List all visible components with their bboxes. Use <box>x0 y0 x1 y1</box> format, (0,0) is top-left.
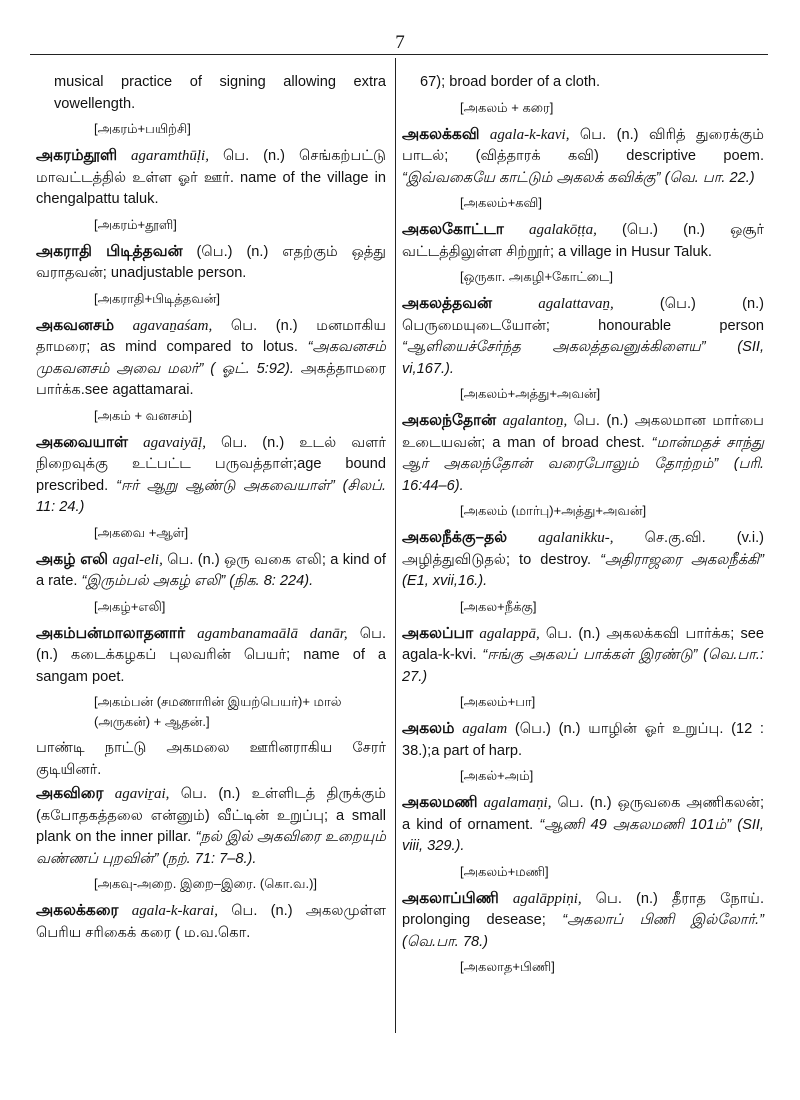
dictionary-entry <box>36 145 386 211</box>
right-column <box>402 72 764 983</box>
citation-quote: “இரும்பல் அகழ் எலி” (நிக. 8: 224). <box>81 573 314 589</box>
headword: அகவிரை <box>36 785 104 802</box>
transliteration: agavaiyāḷ, <box>143 434 206 451</box>
dictionary-entry <box>402 888 764 954</box>
etymology: [அகரம்+பயிற்சி] <box>94 121 191 136</box>
citation-quote: “அகவனசம் முகவனசம் அவை மலர்” ( ஓட். 5:92). <box>36 339 386 377</box>
dictionary-entry <box>402 623 764 689</box>
transliteration: agaramthūḷi, <box>131 148 209 164</box>
dictionary-entry <box>36 783 386 870</box>
etymology: [அகராதி+பிடித்தவன்] <box>94 290 220 306</box>
transliteration: agalāppiṇi, <box>512 890 582 907</box>
dictionary-entry <box>36 241 386 285</box>
transliteration: agalappā, <box>479 625 540 642</box>
part-of-speech: பெ. (n.) <box>230 317 298 334</box>
dictionary-entry <box>402 792 764 858</box>
transliteration: agala-k-kavi, <box>489 126 570 143</box>
definition: அகலமான மார்பை உடையவன்; a man of broad chest. <box>402 413 764 451</box>
definition: அழித்துவிடுதல்; to destroy. <box>402 551 592 568</box>
transliteration: agambanamaālā danār, <box>197 625 348 642</box>
etymology: [அகல+நீக்கு] <box>460 598 537 614</box>
headword: அகம்பன்மாலாதனார் <box>36 624 186 642</box>
etymology: [அகம் + வனசம்] <box>94 407 192 423</box>
dictionary-entry <box>36 432 386 519</box>
dictionary-entry <box>402 718 764 762</box>
headword: அகலக்கரை <box>36 902 119 919</box>
etymology: [அகல்+அம்] <box>460 768 534 783</box>
dictionary-entry <box>402 219 764 263</box>
definition: பெருமையுடையோன்; honourable person <box>402 317 764 334</box>
part-of-speech: பெ. (n.) <box>180 786 241 802</box>
dictionary-entry <box>402 410 764 497</box>
transliteration: agalamaṇi, <box>483 795 552 811</box>
transliteration: agalantoṉ, <box>502 413 568 429</box>
transliteration: agala-k-karai, <box>131 903 218 919</box>
part-of-speech: பெ. (n.) <box>167 551 220 568</box>
headword: அகலநீக்கு–தல் <box>402 529 508 546</box>
dictionary-entry <box>402 293 764 380</box>
headword: அகலக்கவி <box>402 125 480 143</box>
part-of-speech: பெ. (n.) <box>573 413 629 429</box>
header-rule <box>30 54 768 55</box>
dictionary-entry <box>402 527 764 593</box>
headword: அகலத்தவன் <box>402 295 493 312</box>
definition: மனமாகிய தாமரை; as mind compared to lotus. <box>36 317 386 355</box>
transliteration: agaviṟai, <box>114 786 170 802</box>
part-of-speech: பெ. (n.) <box>545 625 601 642</box>
headword: அகலகோட்டா <box>402 221 504 238</box>
definition: அகலமுள்ள பெரிய சரிகைக் கரை ( ம.வ.கொ. <box>36 903 386 941</box>
part-of-speech: (பெ.) (n.) <box>622 222 706 238</box>
definition: யாழின் ஓர் உறுப்பு. (12 : 38.);a part of harp. <box>402 721 764 759</box>
part-of-speech: செ.கு.வி. (v.i.) <box>644 530 764 546</box>
definition: விரித் துரைக்கும் பாடல்; (வித்தாரக் கவி) descriptive poem. <box>402 126 764 164</box>
continued-text: musical practice of signing allowing extra vowellength. <box>54 74 386 112</box>
etymology: [அகம்பன் (சமணாரின் இயற்பெயர்)+ மால் (அருகன்) + ஆதன்.] <box>94 694 342 729</box>
definition: உள்ளிடத் திருக்கும் (கபோதகத்தலை என்னும்) வீட்டின் உறுப்பு; a small plank on the inner pillar. <box>36 786 387 845</box>
headword: அகலமணி <box>402 794 478 811</box>
etymology: [அகலாத+பிணி] <box>460 959 555 974</box>
etymology: [ஒருகா. அகழி+கோட்டை] <box>460 269 613 284</box>
citation-quote: “ஈர் ஆறு ஆண்டு அகவையாள்” (சிலப். 11: 24.) <box>36 477 386 515</box>
definition: அகலக்கவி பார்க்க; see agala-k-kvi. <box>402 625 764 663</box>
citation-quote: “அகலாப் பிணி இல்லோர்.” (வெ.பா. 78.) <box>402 912 764 950</box>
citation-quote: “அதிராஜரை அகலநீக்கி” (E1, xvii,16.). <box>402 551 764 589</box>
part-of-speech: (பெ.) (n.) <box>514 721 581 737</box>
transliteration: agavaṉaśam, <box>132 317 213 334</box>
definition: ஒசூர் வட்டத்திலுள்ள சிற்றூர்; a village in Husur Taluk. <box>402 222 764 260</box>
headword: அகழ் எலி <box>36 550 109 568</box>
definition: ஒருவகை அணிகலன்; a kind of ornament. <box>402 795 765 833</box>
definition: தீராத நோய். prolonging desease; <box>402 890 765 928</box>
definition: செங்கற்பட்டு மாவட்டத்தில் உள்ள ஓர் ஊர். name of the village in chengalpattu taluk. <box>36 148 386 207</box>
part-of-speech: (பெ.) (n.) <box>196 243 269 260</box>
citation-quote: “ஆணி 49 அகலமணி 101ம்” (SII, viii, 329.). <box>402 816 764 854</box>
headword: அகவையாள் <box>36 433 129 451</box>
citation-quote: “ஆளியைச்சேர்ந்த அகலத்தவனுக்கிளைய” (SII, vi,167.). <box>402 339 764 377</box>
definition: எதற்கும் ஒத்து வராதவன்; unadjustable person. <box>36 243 386 281</box>
headword: அகலப்பா <box>402 624 474 642</box>
etymology: [அகழ்+எலி] <box>94 598 166 614</box>
part-of-speech: பெ. (n.) <box>595 890 658 907</box>
part-of-speech: பெ. (n.) <box>36 625 387 663</box>
transliteration: agal-eli, <box>112 551 163 568</box>
definition: கடைக்கழகப் புலவரின் பெயர்; name of a sangam poet. <box>36 647 386 685</box>
transliteration: agalanikku-, <box>538 530 614 546</box>
part-of-speech: பெ. (n.) <box>231 903 293 919</box>
etymology: [அகலம் + கரை] <box>460 99 554 115</box>
dictionary-entry <box>36 549 386 593</box>
citation-quote: “நல் இல் அகவிரை உறையும் வண்ணப் புறவின்” (நற். 71: 7–8.). <box>36 829 386 867</box>
etymology: [அகலம்+மணி] <box>460 863 549 879</box>
etymology: [அகலம்+அத்து+அவன்] <box>460 386 601 401</box>
note-text: பாண்டி நாட்டு அகமலை ஊரினராகிய சேரர் குடியினர். <box>36 740 386 778</box>
continued-text: 67); broad border of a cloth. <box>420 74 601 90</box>
part-of-speech: பெ. (n.) <box>579 126 639 143</box>
part-of-speech: (பெ.) (n.) <box>659 296 764 312</box>
part-of-speech: பெ. (n.) <box>557 795 612 811</box>
part-of-speech: பெ. (n.) <box>222 148 286 164</box>
citation-quote: “ஈங்கு அகலப் பாக்கள் இரண்டு” (வெ.பா.: 27.) <box>402 647 764 685</box>
headword: அகலந்தோன் <box>402 412 497 429</box>
page-number: 7 <box>395 32 405 53</box>
citation-quote: “இவ்வகையே காட்டும் அகலக் கவிக்கு” (வெ. பா. 22.) <box>402 169 755 186</box>
transliteration: agalattavaṉ, <box>538 296 614 312</box>
etymology: [அகரம்+தூளி] <box>94 216 177 232</box>
dictionary-entry <box>402 124 764 190</box>
transliteration: agalam <box>462 721 508 737</box>
cross-reference: அகத்தாமரை பார்க்க.see agattamarai. <box>36 360 386 398</box>
part-of-speech: பெ. (n.) <box>221 434 285 451</box>
dictionary-entry <box>36 315 386 402</box>
etymology: [அகலம்+கவி] <box>460 195 542 210</box>
headword: அகவனசம் <box>36 316 115 334</box>
citation-quote: “மான்மதச் சாந்து ஆர் அகலந்தோன் வரைபோலும் தோற்றம்” (பரி. 16:44–6). <box>402 434 764 494</box>
etymology: [அகவை +ஆள்] <box>94 524 189 540</box>
dictionary-entry <box>36 900 386 944</box>
etymology: [அகலம் (மார்பு)+அத்து+அவன்] <box>460 503 647 518</box>
headword: அகராதி பிடித்தவன் <box>36 242 183 260</box>
definition: உடல் வளர் நிறைவுக்கு உட்பட்ட பருவத்தாள்;age bound prescribed. <box>36 434 386 494</box>
headword: அகலம் <box>402 720 455 737</box>
transliteration: agalakōṭṭa, <box>528 222 597 238</box>
etymology: [அகலம்+பா] <box>460 694 536 709</box>
headword: அகரம்தூளி <box>36 147 118 164</box>
column-divider <box>395 58 396 1033</box>
dictionary-entry <box>36 623 386 689</box>
left-column <box>36 72 386 946</box>
headword: அகலாப்பிணி <box>402 889 499 907</box>
etymology: [அகவு-அறை. இறை–இரை. (கொ.வ.)] <box>94 876 318 891</box>
definition: ஒரு வகை எலி; a kind of a rate. <box>36 551 386 589</box>
